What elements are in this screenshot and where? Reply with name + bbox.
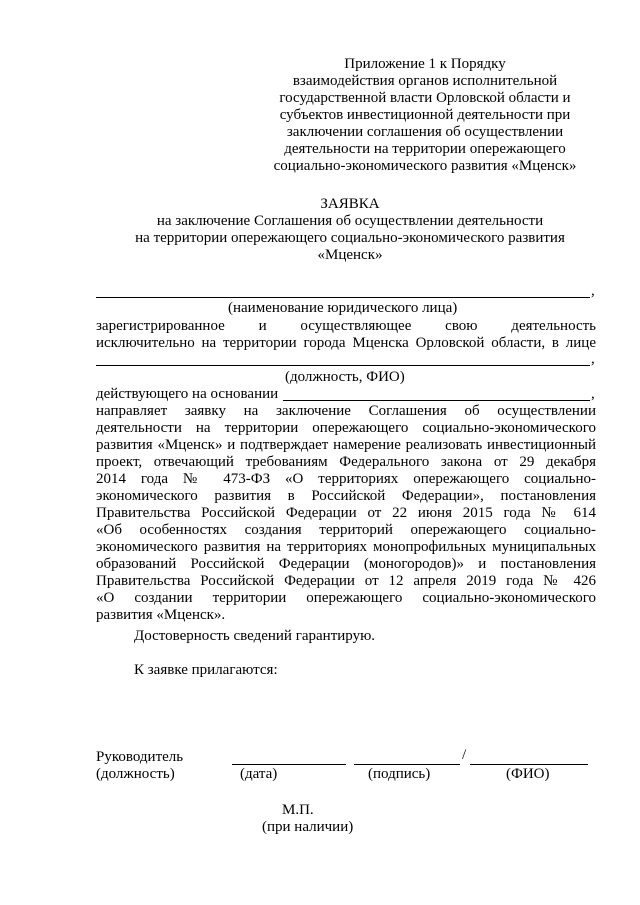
fio-field[interactable] <box>470 764 588 765</box>
date-field[interactable] <box>232 764 346 765</box>
signature-field[interactable] <box>354 764 460 765</box>
legal-entity-field[interactable] <box>96 297 590 298</box>
appendix-line: социально-экономического развития «Мценск» <box>273 158 577 174</box>
body-line: «Об особенностях создания территорий опережающего социально- <box>96 522 596 538</box>
stamp-note: (при наличии) <box>262 819 354 835</box>
position-label: (должность) <box>96 766 175 782</box>
appendix-header <box>240 56 610 175</box>
stamp-label: М.П. <box>282 802 314 818</box>
body-line: деятельности на территории опережающего социально-экономического <box>96 420 596 436</box>
body-line: образований Российской Федерации (моногородов)» и постановления <box>96 556 596 572</box>
body-line: проект, отвечающий требованиям Федерального закона от 29 декабря <box>96 454 596 470</box>
guarantee-text: Достоверность сведений гарантирую. <box>134 628 376 644</box>
document-title <box>100 196 600 264</box>
date-label: (дата) <box>240 766 278 782</box>
position-caption: (должность, ФИО) <box>285 369 405 385</box>
basis-label: действующего на основании <box>96 386 279 402</box>
body-line: экономического развития на территориях монопрофильных муниципальных <box>96 539 596 555</box>
body-paragraph <box>96 403 596 624</box>
appendix-line: деятельности на территории опережающего <box>284 141 566 157</box>
appendix-line: заключении соглашения об осуществлении <box>286 124 564 140</box>
body-line: направляет заявку на заключение Соглашения об осуществлении <box>96 403 596 419</box>
body-line: развития «Мценск» и подтверждает намерение реализовать инвестиционный <box>96 437 596 453</box>
line-comma: , <box>591 386 595 402</box>
legal-entity-caption: (наименование юридического лица) <box>228 300 458 316</box>
body-line: 2014 года № 473-ФЗ «О территориях опережающего социально- <box>96 471 596 487</box>
title-line: на заключение Соглашения об осуществлении деятельности <box>156 213 544 229</box>
territory-line: исключительно на территории города Мценска Орловской области, в лице <box>96 335 596 351</box>
appendix-line: взаимодействия органов исполнительной <box>292 73 558 89</box>
title-line: на территории опережающего социально-экономического развития <box>135 230 565 246</box>
head-label: Руководитель <box>96 749 184 765</box>
body-line: Правительства Российской Федерации от 12 апреля 2019 года № 426 <box>96 573 596 589</box>
title-line: «Мценск» <box>317 247 383 263</box>
line-comma: , <box>591 351 595 367</box>
fio-label: (ФИО) <box>506 766 550 782</box>
position-fio-field[interactable] <box>96 365 590 366</box>
body-line: развития «Мценск». <box>96 607 226 623</box>
line-comma: , <box>591 283 595 299</box>
body-line: Правительства Российской Федерации от 22 июня 2015 года № 614 <box>96 505 596 521</box>
basis-field[interactable] <box>283 400 590 401</box>
registered-line: зарегистрированное и осуществляющее свою деятельность <box>96 318 596 334</box>
appendix-line: Приложение 1 к Порядку <box>344 56 506 72</box>
appendix-line: государственной власти Орловской области и <box>279 90 571 106</box>
body-line: экономического развития в Российской Федерации», постановления <box>96 488 596 504</box>
signature-slash: / <box>462 747 467 763</box>
appendix-line: субъектов инвестиционной деятельности при <box>279 107 571 123</box>
sign-label: (подпись) <box>368 766 431 782</box>
attachments-text: К заявке прилагаются: <box>134 662 278 678</box>
title-heading: ЗАЯВКА <box>320 196 380 212</box>
body-line: «О создании территории опережающего социально-экономического <box>96 590 596 606</box>
